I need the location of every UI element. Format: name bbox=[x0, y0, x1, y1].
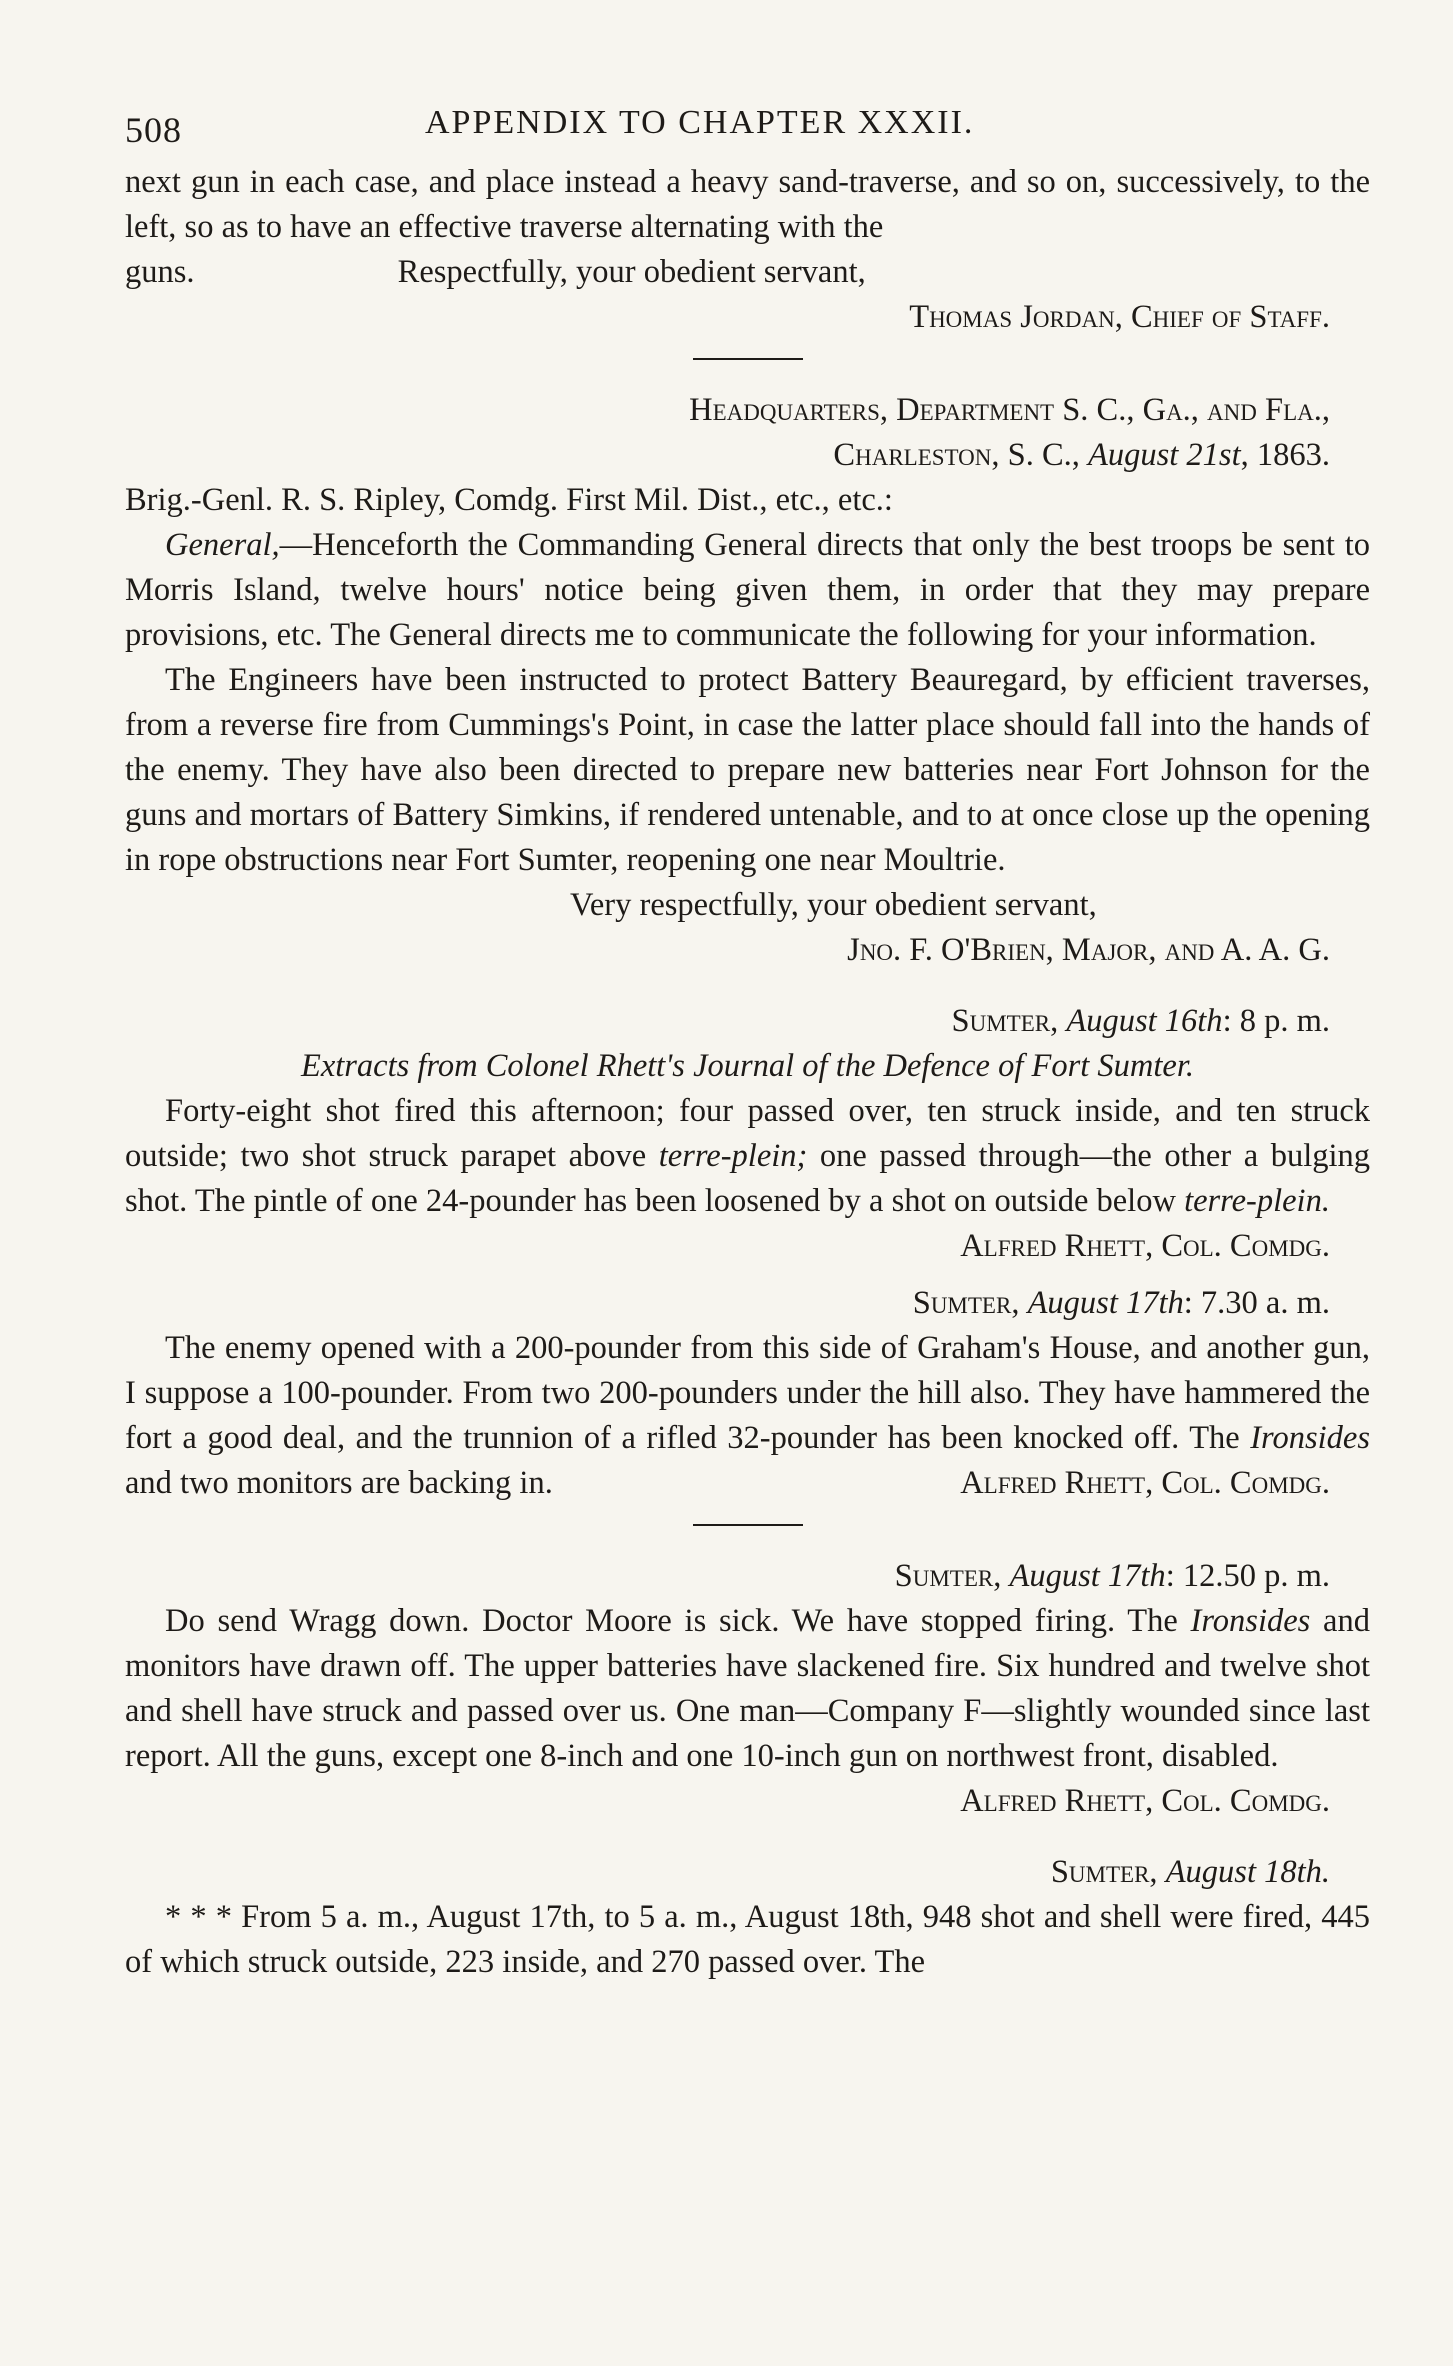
journal-entry3-heading: Sumter, August 17th: 12.50 p. m. bbox=[894, 1558, 1330, 1594]
letter2-para-2: The Engineers have been instructed to protect Battery Beauregard, by efficient traverses, from a reverse fire from Cummings's Point, in case the latter place should fall into the hands of the enemy. They have also been directed to prepare new batteries near Fort Johnson for the guns and mortars of Battery Simkins, if rendered untenable, and to at once close up the opening in rope obstructions near Fort Sumter, reopening one near Moultrie. bbox=[125, 662, 1370, 878]
letter1-last-word: guns. bbox=[125, 254, 195, 290]
running-head: APPENDIX TO CHAPTER XXXII. bbox=[425, 104, 975, 141]
journal-entry1-signature: Alfred Rhett, Col. Comdg. bbox=[960, 1228, 1330, 1264]
spacer bbox=[125, 973, 1370, 999]
spacer bbox=[125, 1269, 1370, 1281]
journal-entry2-heading: Sumter, August 17th: 7.30 a. m. bbox=[912, 1285, 1330, 1321]
page-number: 508 bbox=[125, 110, 182, 150]
journal-entry2-signature: Alfred Rhett, Col. Comdg. bbox=[960, 1465, 1330, 1501]
book-page bbox=[125, 90, 1370, 1985]
letter2-para-1: General,—Henceforth the Commanding General directs that only the best troops be sent to Morris Island, twelve hours' notice being given them, in order that they may prepare provisions, etc. The General directs me to communicate the following for your information. bbox=[125, 527, 1370, 653]
journal-entry1-text: Forty-eight shot fired this afternoon; four passed over, ten struck inside, and ten struck outside; two shot struck parapet above terre-plein; one passed through—the other a bulging shot. The pintle of one 24-pounder has been loosened by a shot on outside below terre-plein. bbox=[125, 1093, 1370, 1219]
letter2-heading-2: Charleston, S. C., August 21st, 1863. bbox=[833, 437, 1330, 473]
letter2-heading-1: Headquarters, Department S. C., Ga., and Fla., bbox=[689, 392, 1330, 428]
letter1-closing: Respectfully, your obedient servant, bbox=[397, 254, 866, 290]
letter1-closing-line bbox=[125, 250, 1370, 295]
letter1-signature: Thomas Jordan, Chief of Staff. bbox=[909, 299, 1330, 335]
page-header bbox=[125, 90, 1370, 160]
journal-entry3-signature: Alfred Rhett, Col. Comdg. bbox=[960, 1783, 1330, 1819]
journal-entry1-heading: Sumter, August 16th: 8 p. m. bbox=[951, 1003, 1330, 1039]
letter2-signature: Jno. F. O'Brien, Major, and A. A. G. bbox=[847, 932, 1330, 968]
journal-entry4-text: * * * From 5 a. m., August 17th, to 5 a. m., August 18th, 948 shot and shell were fired, 445 of which struck outside, 223 inside, and 270 passed over. The bbox=[125, 1899, 1370, 1980]
letter2-addressee: Brig.-Genl. R. S. Ripley, Comdg. First Mil. Dist., etc., etc.: bbox=[125, 482, 893, 518]
section-divider bbox=[693, 1524, 803, 1526]
letter1-body: next gun in each case, and place instead a heavy sand-traverse, and so on, successively, to the left, so as to have an effective traverse alternating with the bbox=[125, 164, 1370, 245]
journal-title: Extracts from Colonel Rhett's Journal of the Defence of Fort Sumter. bbox=[300, 1048, 1195, 1084]
journal-entry4-heading: Sumter, August 18th. bbox=[1050, 1854, 1330, 1890]
spacer bbox=[125, 1824, 1370, 1850]
letter2-closing: Very respectfully, your obedient servant, bbox=[570, 887, 1097, 923]
section-divider bbox=[693, 358, 803, 360]
journal-entry2-text: The enemy opened with a 200-pounder from this side of Graham's House, and another gun, I suppose a 100-pounder. From two 200-pounders under the hill also. They have hammered the fort a good deal, and the trunnion of a rifled 32-pounder has been knocked off. The Ironsides and two monitors are backing in. Alfred Rhett, Col. Comdg. bbox=[125, 1326, 1370, 1506]
journal-entry3-text: Do send Wragg down. Doctor Moore is sick. We have stopped firing. The Ironsides and monitors have drawn off. The upper batteries have slackened fire. Six hundred and twelve shot and shell have struck and passed over us. One man—Company F—slightly wounded since last report. All the guns, except one 8-inch and one 10-inch gun on northwest front, disabled. bbox=[125, 1603, 1370, 1774]
